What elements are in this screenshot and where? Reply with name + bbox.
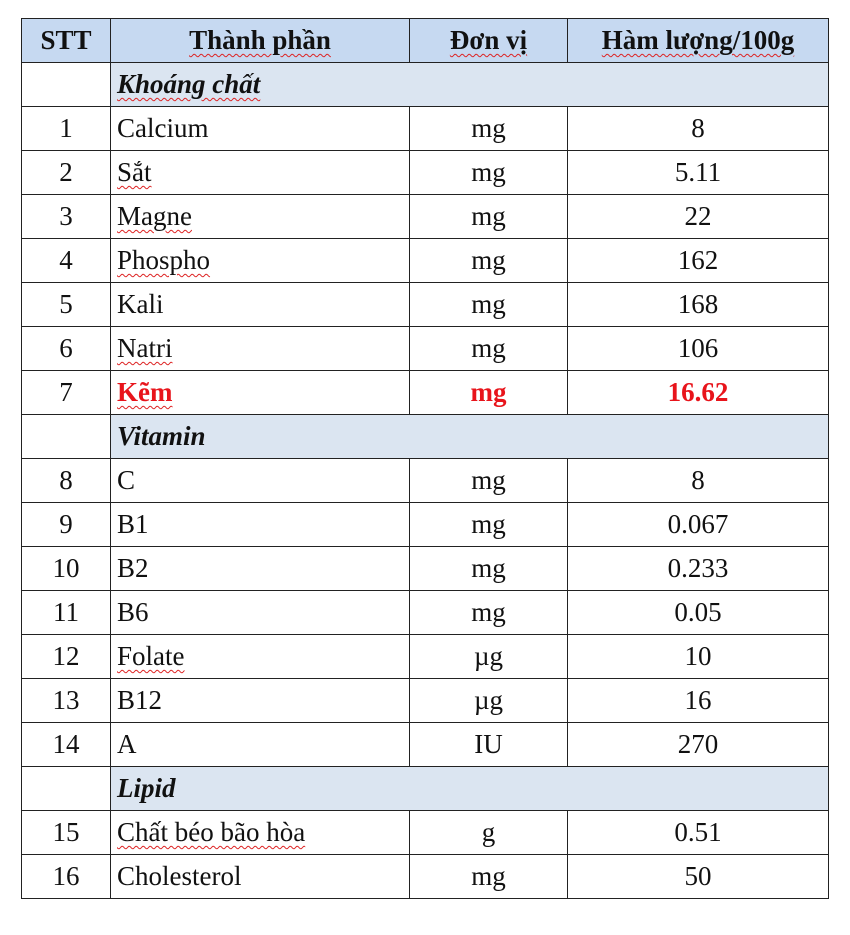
row-unit: mg — [410, 195, 568, 239]
table-row — [22, 371, 829, 415]
table-row — [22, 107, 829, 151]
section-label: Khoáng chất — [111, 63, 829, 107]
row-stt: 16 — [22, 855, 111, 899]
row-stt: 11 — [22, 591, 111, 635]
table-row — [22, 239, 829, 283]
row-unit: mg — [410, 459, 568, 503]
row-value: 0.233 — [568, 547, 829, 591]
table-row — [22, 855, 829, 899]
table-row — [22, 195, 829, 239]
row-stt: 3 — [22, 195, 111, 239]
row-unit: g — [410, 811, 568, 855]
row-stt: 1 — [22, 107, 111, 151]
row-unit: IU — [410, 723, 568, 767]
row-stt: 7 — [22, 371, 111, 415]
header-component: Thành phần — [111, 19, 410, 63]
table-row — [22, 591, 829, 635]
section-stt-cell — [22, 63, 111, 107]
row-component: B1 — [111, 503, 410, 547]
row-value: 8 — [568, 459, 829, 503]
row-value: 22 — [568, 195, 829, 239]
row-component: Cholesterol — [111, 855, 410, 899]
row-value: 8 — [568, 107, 829, 151]
row-value: 5.11 — [568, 151, 829, 195]
row-component: Natri — [111, 327, 410, 371]
row-value: 16 — [568, 679, 829, 723]
row-component: C — [111, 459, 410, 503]
table-row — [22, 811, 829, 855]
row-value: 0.067 — [568, 503, 829, 547]
section-label: Lipid — [111, 767, 829, 811]
row-value: 162 — [568, 239, 829, 283]
header-content: Hàm lượng/100g — [568, 19, 829, 63]
header-row — [22, 19, 829, 63]
table-row — [22, 723, 829, 767]
row-unit: mg — [410, 855, 568, 899]
row-unit: mg — [410, 283, 568, 327]
row-value: 0.51 — [568, 811, 829, 855]
row-value: 270 — [568, 723, 829, 767]
row-stt: 4 — [22, 239, 111, 283]
row-stt: 12 — [22, 635, 111, 679]
row-component: B6 — [111, 591, 410, 635]
row-stt: 2 — [22, 151, 111, 195]
row-unit: mg — [410, 151, 568, 195]
table-row — [22, 635, 829, 679]
table-row — [22, 283, 829, 327]
row-unit: mg — [410, 371, 568, 415]
row-unit: mg — [410, 239, 568, 283]
header-unit: Đơn vị — [410, 19, 568, 63]
table-row — [22, 679, 829, 723]
table-body — [22, 63, 829, 899]
section-stt-cell — [22, 415, 111, 459]
row-stt: 13 — [22, 679, 111, 723]
row-unit: mg — [410, 591, 568, 635]
row-value: 168 — [568, 283, 829, 327]
row-value: 106 — [568, 327, 829, 371]
row-stt: 14 — [22, 723, 111, 767]
section-row — [22, 767, 829, 811]
row-component: Kali — [111, 283, 410, 327]
row-unit: mg — [410, 503, 568, 547]
header-stt: STT — [22, 19, 111, 63]
row-component: B12 — [111, 679, 410, 723]
section-label: Vitamin — [111, 415, 829, 459]
row-unit: mg — [410, 327, 568, 371]
row-unit: µg — [410, 635, 568, 679]
row-component: Folate — [111, 635, 410, 679]
row-component: Phospho — [111, 239, 410, 283]
row-component: Magne — [111, 195, 410, 239]
row-unit: mg — [410, 547, 568, 591]
table-row — [22, 547, 829, 591]
row-component: Calcium — [111, 107, 410, 151]
section-row — [22, 415, 829, 459]
row-component: B2 — [111, 547, 410, 591]
row-stt: 5 — [22, 283, 111, 327]
nutrition-table — [21, 18, 829, 899]
table-row — [22, 151, 829, 195]
row-stt: 10 — [22, 547, 111, 591]
row-stt: 15 — [22, 811, 111, 855]
table-row — [22, 327, 829, 371]
row-unit: µg — [410, 679, 568, 723]
section-row — [22, 63, 829, 107]
table-row — [22, 503, 829, 547]
row-component: Kẽm — [111, 371, 410, 415]
row-component: Sắt — [111, 151, 410, 195]
section-stt-cell — [22, 767, 111, 811]
row-component: Chất béo bão hòa — [111, 811, 410, 855]
row-value: 50 — [568, 855, 829, 899]
row-value: 0.05 — [568, 591, 829, 635]
row-stt: 6 — [22, 327, 111, 371]
table-row — [22, 459, 829, 503]
row-stt: 8 — [22, 459, 111, 503]
row-stt: 9 — [22, 503, 111, 547]
row-value: 16.62 — [568, 371, 829, 415]
row-unit: mg — [410, 107, 568, 151]
row-value: 10 — [568, 635, 829, 679]
row-component: A — [111, 723, 410, 767]
